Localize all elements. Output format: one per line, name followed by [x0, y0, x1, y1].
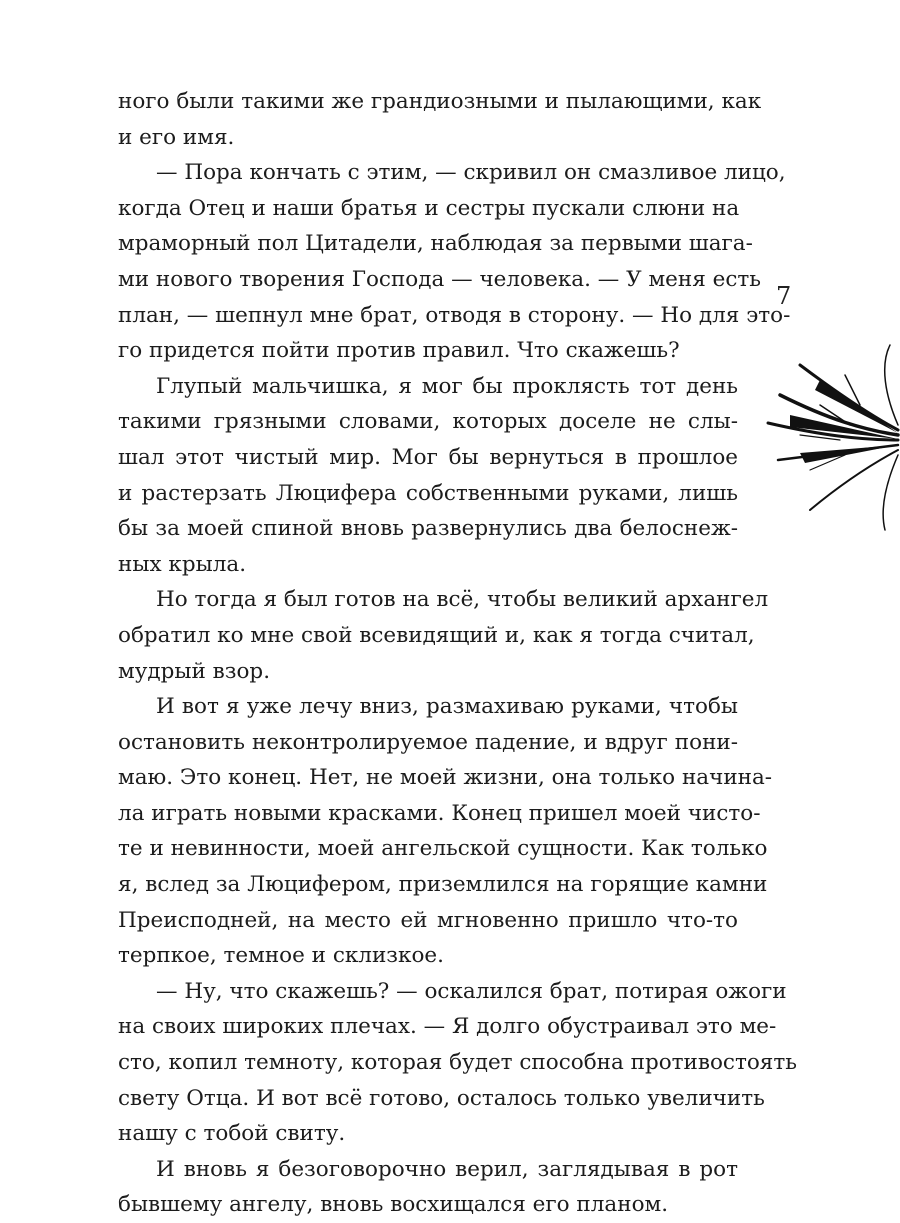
text-line: бы за моей спиной вновь развернулись два белоснеж- [118, 516, 738, 542]
text-line: И вот я уже лечу вниз, размахиваю руками, чтобы [156, 694, 738, 720]
text-line: те и невинности, моей ангельской сущности. Как только [118, 836, 768, 862]
text-line: ла играть новыми красками. Конец пришел моей чисто- [118, 800, 761, 826]
text-line: И вновь я безоговорочно верил, заглядывая в рот [156, 1156, 738, 1182]
text-line: план, — шепнул мне брат, отводя в сторону. — Но для это- [118, 302, 791, 328]
text-line: терпкое, темное и склизкое. [118, 943, 444, 969]
text-line: когда Отец и наши братья и сестры пускали слюни на [118, 195, 740, 221]
text-line: остановить неконтролируемое падение, и вдруг пони- [118, 729, 738, 755]
text-line: ми нового творения Господа — человека. — У меня есть [118, 266, 761, 292]
page-number: 7 [776, 282, 792, 310]
text-line: на своих широких плечах. — Я долго обустраивал это ме- [118, 1014, 777, 1040]
text-line: Но тогда я был готов на всё, чтобы великий архангел [156, 587, 769, 613]
text-line: — Ну, что скажешь? — оскалился брат, потирая ожоги [156, 978, 787, 1004]
text-line: и его имя. [118, 124, 235, 150]
text-line: такими грязными словами, которых доселе не слы- [118, 409, 738, 435]
text-line: нашу с тобой свиту. [118, 1121, 346, 1147]
text-line: ных крыла. [118, 551, 247, 577]
feather-wing-ornament [760, 335, 900, 535]
text-line: мудрый взор. [118, 658, 271, 684]
text-line: Глупый мальчишка, я мог бы проклясть тот день [156, 373, 738, 399]
text-line: шал этот чистый мир. Мог бы вернуться в прошлое [118, 444, 738, 470]
text-line: — Пора кончать с этим, — скривил он смазливое лицо, [156, 160, 786, 186]
text-line: ного были такими же грандиозными и пылающими, как [118, 89, 762, 114]
text-line: сто, копил темноту, которая будет способна противостоять [118, 1050, 797, 1076]
text-line: бывшему ангелу, вновь восхищался его планом. [118, 1192, 669, 1218]
text-line: я, вслед за Люцифером, приземлился на горящие камни [118, 872, 768, 898]
text-line: и растерзать Люцифера собственными руками, лишь [118, 480, 738, 506]
text-line: маю. Это конец. Нет, не моей жизни, она только начина- [118, 765, 773, 791]
text-line: го придется пойти против правил. Что скажешь? [118, 338, 680, 364]
text-line: свету Отца. И вот всё готово, осталось только увеличить [118, 1085, 765, 1111]
text-line: мраморный пол Цитадели, наблюдая за первыми шага- [118, 231, 753, 257]
text-line: Преисподней, на место ей мгновенно пришло что-то [118, 907, 738, 933]
text-line: обратил ко мне свой всевидящий и, как я тогда считал, [118, 622, 755, 648]
body-text [118, 84, 797, 1223]
